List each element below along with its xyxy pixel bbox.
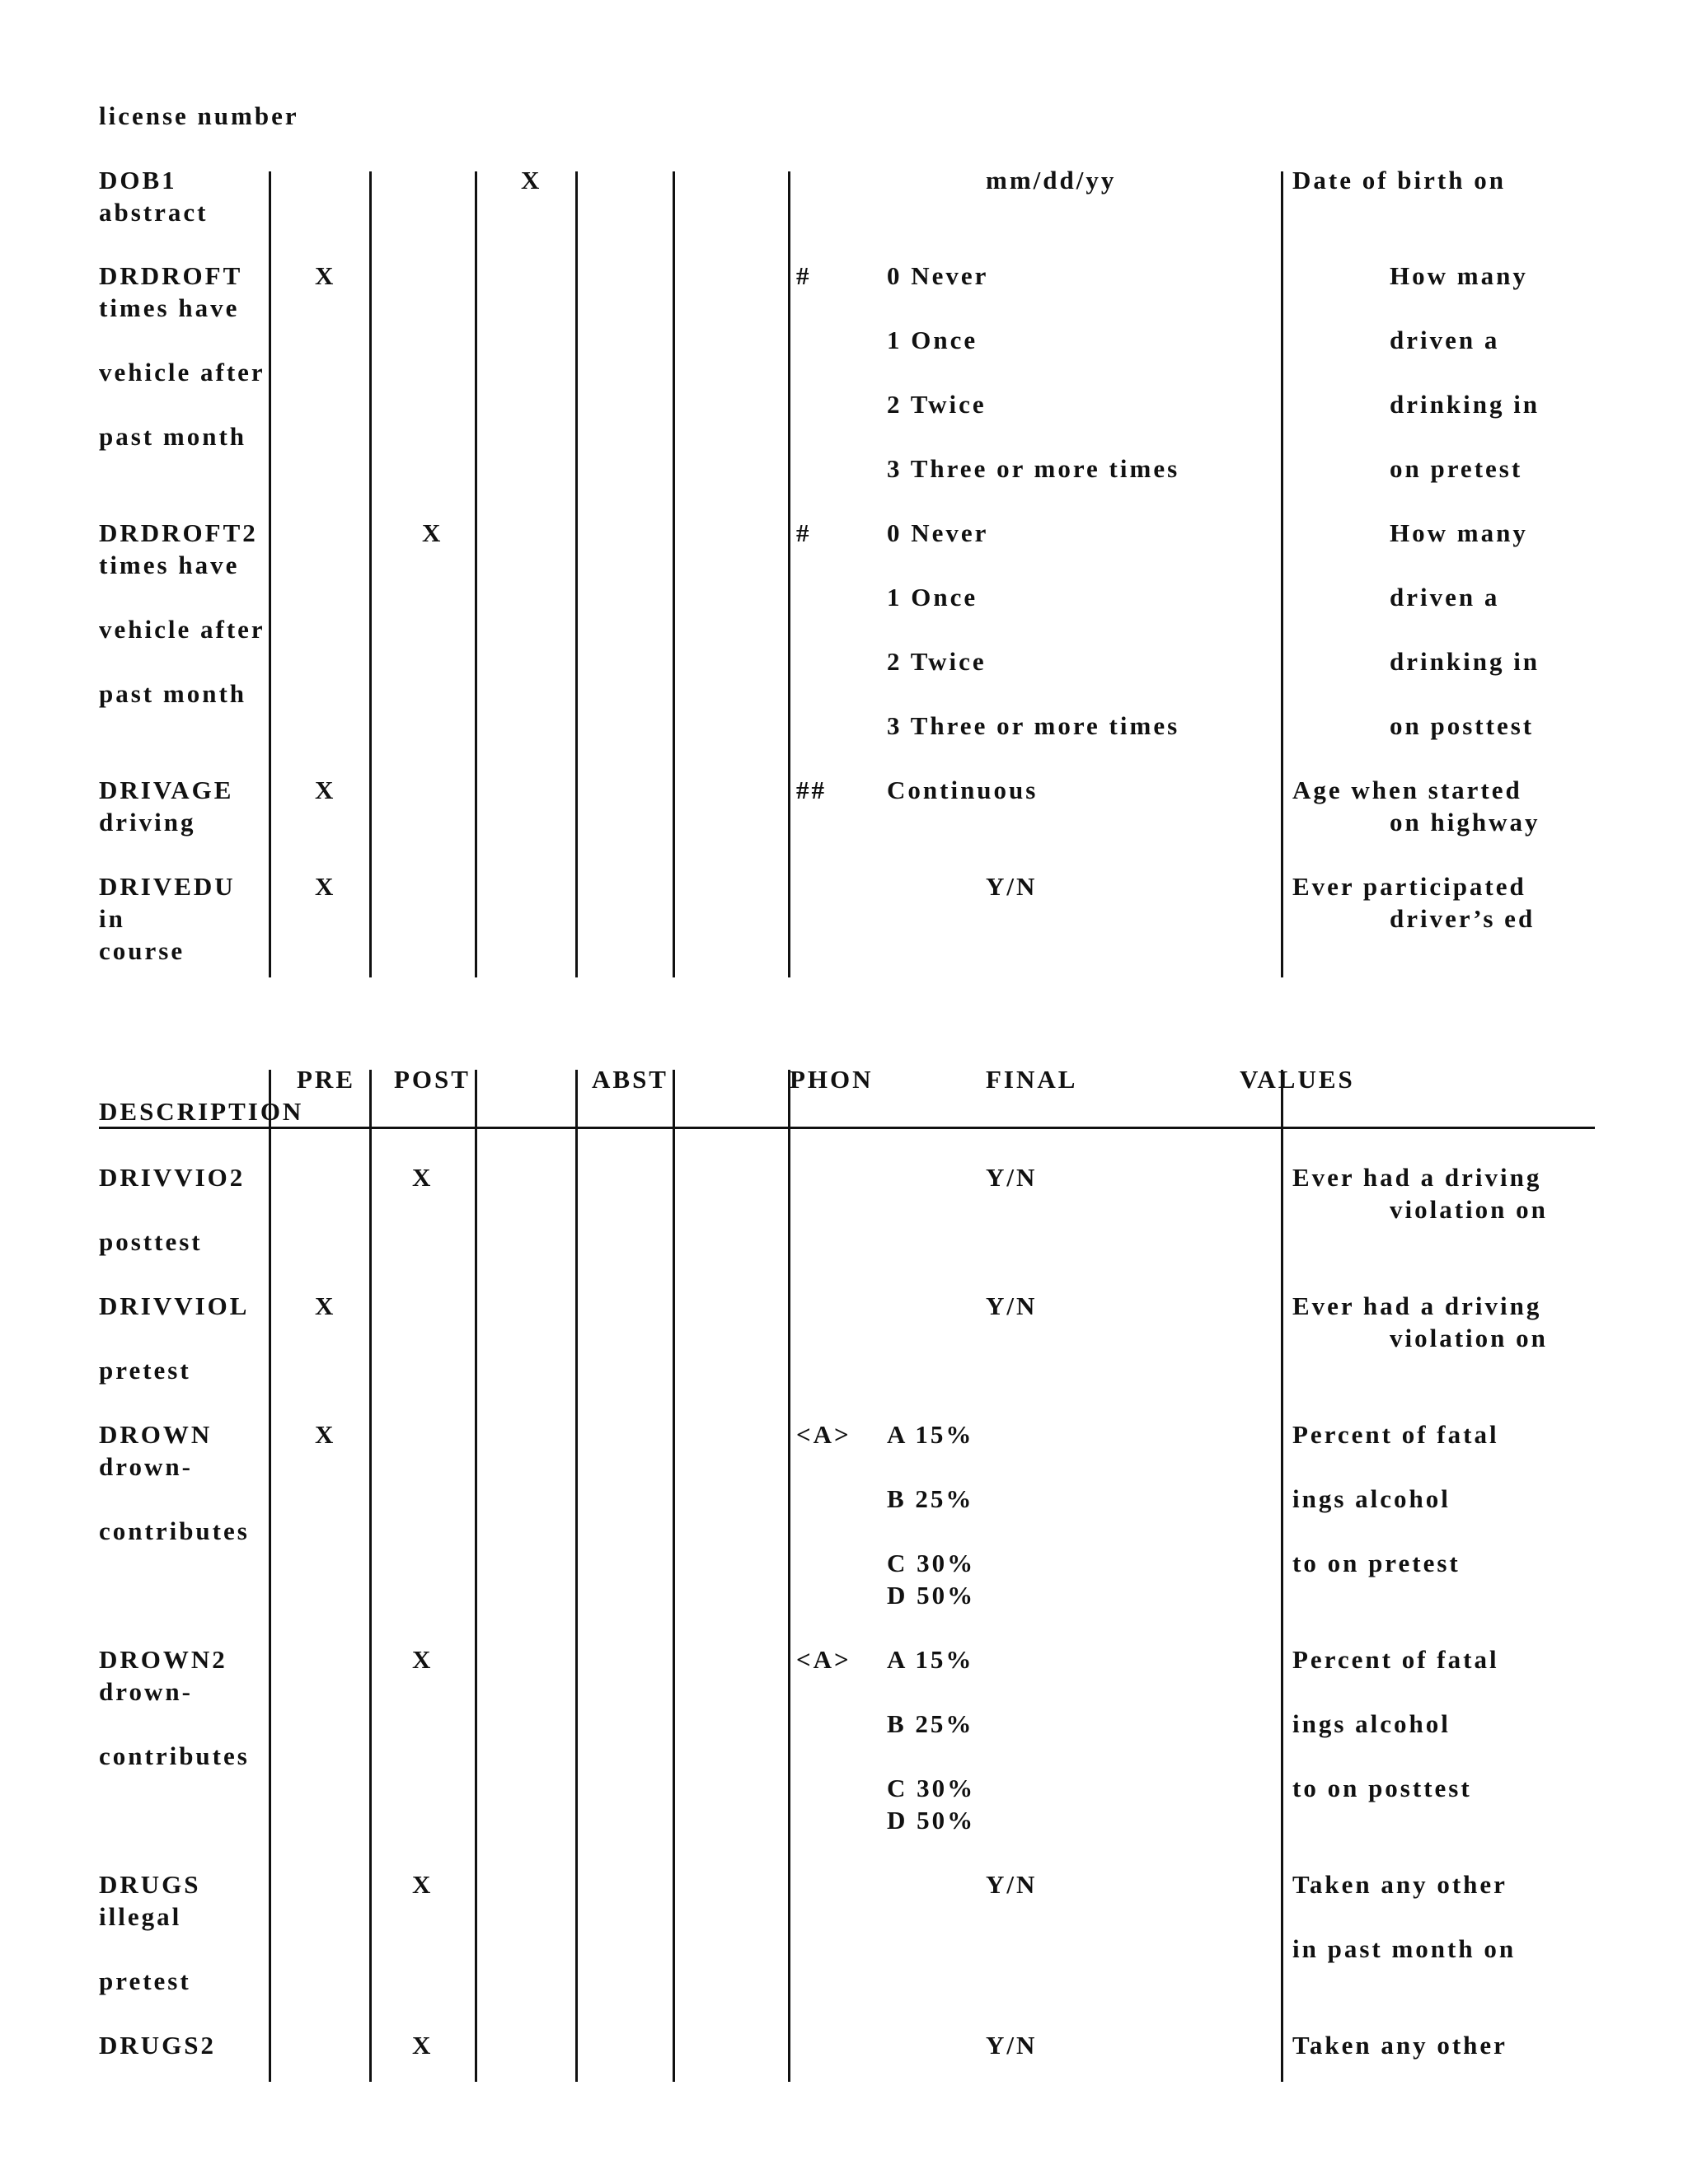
pre-mark: X bbox=[315, 776, 336, 804]
value-option: 2 Twice bbox=[887, 647, 987, 676]
pre-mark: X bbox=[315, 872, 336, 901]
value-option: 3 Three or more times bbox=[887, 711, 1180, 740]
description-line: driver’s ed bbox=[1390, 904, 1536, 933]
description-line: to on posttest bbox=[1292, 1774, 1472, 1802]
description-line: Date of birth on bbox=[1292, 166, 1506, 194]
description-line: Ever participated bbox=[1292, 872, 1526, 901]
column-rule-3b bbox=[475, 1070, 477, 2082]
column-rule-5 bbox=[673, 171, 675, 977]
column-rule-7b bbox=[1281, 1070, 1283, 2082]
value-option: D 50% bbox=[887, 1581, 976, 1610]
post-mark: X bbox=[422, 518, 443, 547]
description-line: on posttest bbox=[1390, 711, 1535, 740]
var-name-drivvio2: DRIVVIO2 bbox=[99, 1163, 246, 1192]
final-value: Y/N bbox=[986, 2031, 1038, 2060]
description-line: in past month on bbox=[1292, 1934, 1517, 1963]
value-option: Continuous bbox=[887, 776, 1039, 804]
var-name-drivage: DRIVAGE bbox=[99, 776, 234, 804]
value-option: A 15% bbox=[887, 1645, 974, 1674]
description-line: Ever had a driving bbox=[1292, 1163, 1542, 1192]
description-line: Percent of fatal bbox=[1292, 1420, 1499, 1449]
value-option: 0 Never bbox=[887, 518, 989, 547]
column-rule-1 bbox=[269, 171, 271, 977]
value-code: <A> bbox=[796, 1420, 851, 1449]
var-name-cont: times have bbox=[99, 551, 240, 579]
post-mark: X bbox=[412, 1163, 434, 1192]
value-option: 1 Once bbox=[887, 326, 978, 354]
column-rule-5b bbox=[673, 1070, 675, 2082]
value-option: 0 Never bbox=[887, 261, 989, 290]
value-code: <A> bbox=[796, 1645, 851, 1674]
description-line: Age when started bbox=[1292, 776, 1522, 804]
final-value: mm/dd/yy bbox=[986, 166, 1117, 194]
description-line: ings alcohol bbox=[1292, 1709, 1451, 1738]
pre-mark: X bbox=[315, 1291, 336, 1320]
var-name-cont: pretest bbox=[99, 1966, 191, 1995]
var-name-cont: vehicle after bbox=[99, 615, 265, 644]
var-name-cont: past month bbox=[99, 422, 247, 451]
column-rule-6b bbox=[788, 1070, 790, 2082]
var-name-drdroft2: DRDROFT2 bbox=[99, 518, 258, 547]
header-abst: ABST bbox=[592, 1065, 668, 1094]
var-name-cont: contributes bbox=[99, 1516, 250, 1545]
column-rule-4 bbox=[575, 171, 578, 977]
pre-mark: X bbox=[315, 1420, 336, 1449]
var-name-cont: vehicle after bbox=[99, 358, 265, 387]
var-name-drugs: DRUGS bbox=[99, 1870, 201, 1899]
description-line: to on pretest bbox=[1292, 1549, 1461, 1577]
description-line: driven a bbox=[1390, 326, 1500, 354]
var-name-drivviol: DRIVVIOL bbox=[99, 1291, 250, 1320]
var-name-cont: course bbox=[99, 936, 185, 965]
description-line: Taken any other bbox=[1292, 2031, 1507, 2060]
header-final: FINAL bbox=[986, 1065, 1078, 1094]
value-code: # bbox=[796, 261, 812, 290]
var-name-drown: DROWN bbox=[99, 1420, 213, 1449]
value-option: D 50% bbox=[887, 1806, 976, 1835]
var-name-cont: pretest bbox=[99, 1356, 191, 1385]
description-line: drinking in bbox=[1390, 390, 1540, 419]
value-option: C 30% bbox=[887, 1774, 976, 1802]
description-line: Taken any other bbox=[1292, 1870, 1507, 1899]
description-line: on pretest bbox=[1390, 454, 1523, 483]
final-value: Y/N bbox=[986, 1870, 1038, 1899]
post-mark: X bbox=[412, 1870, 434, 1899]
description-line: Ever had a driving bbox=[1292, 1291, 1542, 1320]
var-name-cont: illegal bbox=[99, 1902, 182, 1931]
var-name-cont: contributes bbox=[99, 1741, 250, 1770]
value-code: # bbox=[796, 518, 812, 547]
var-name-cont: drown- bbox=[99, 1677, 193, 1706]
var-name-drdroft: DRDROFT bbox=[99, 261, 243, 290]
var-name-cont: abstract bbox=[99, 198, 209, 227]
pre-mark: X bbox=[315, 261, 336, 290]
var-name-cont: times have bbox=[99, 293, 240, 322]
value-option: C 30% bbox=[887, 1549, 976, 1577]
var-name-dob1: DOB1 bbox=[99, 166, 177, 194]
column-rule-7 bbox=[1281, 171, 1283, 977]
post-mark: X bbox=[412, 2031, 434, 2060]
column-rule-2 bbox=[369, 171, 372, 977]
header-description: DESCRIPTION bbox=[99, 1097, 304, 1126]
top-fragment-text: license number bbox=[99, 101, 299, 130]
header-post: POST bbox=[394, 1065, 471, 1094]
var-name-cont: posttest bbox=[99, 1227, 203, 1256]
description-line: Percent of fatal bbox=[1292, 1645, 1499, 1674]
value-option: 1 Once bbox=[887, 583, 978, 612]
column-rule-2b bbox=[369, 1070, 372, 2082]
column-rule-3 bbox=[475, 171, 477, 977]
post-mark: X bbox=[412, 1645, 434, 1674]
final-value: Y/N bbox=[986, 1291, 1038, 1320]
final-value: Y/N bbox=[986, 1163, 1038, 1192]
description-line: violation on bbox=[1390, 1195, 1548, 1224]
description-line: driven a bbox=[1390, 583, 1500, 612]
value-option: 3 Three or more times bbox=[887, 454, 1180, 483]
value-option: A 15% bbox=[887, 1420, 974, 1449]
var-name-drown2: DROWN2 bbox=[99, 1645, 227, 1674]
var-name-cont: driving bbox=[99, 808, 196, 837]
var-name-drivedu: DRIVEDU bbox=[99, 872, 236, 901]
final-value: Y/N bbox=[986, 872, 1038, 901]
var-name-cont: in bbox=[99, 904, 125, 933]
value-option: B 25% bbox=[887, 1484, 974, 1513]
header-pre: PRE bbox=[297, 1065, 355, 1094]
description-line: How many bbox=[1390, 261, 1528, 290]
description-line: violation on bbox=[1390, 1324, 1548, 1352]
var-name-cont: drown- bbox=[99, 1452, 193, 1481]
column-rule-4b bbox=[575, 1070, 578, 2082]
value-option: 2 Twice bbox=[887, 390, 987, 419]
header-values: VALUES bbox=[1240, 1065, 1355, 1094]
description-line: on highway bbox=[1390, 808, 1540, 837]
value-code: ## bbox=[796, 776, 827, 804]
column-rule-6 bbox=[788, 171, 790, 977]
var-name-drugs2: DRUGS2 bbox=[99, 2031, 217, 2060]
var-name-cont: past month bbox=[99, 679, 247, 708]
header-underline bbox=[99, 1127, 1595, 1129]
description-line: drinking in bbox=[1390, 647, 1540, 676]
description-line: ings alcohol bbox=[1292, 1484, 1451, 1513]
header-phon: PHON bbox=[790, 1065, 874, 1094]
column-rule-1b bbox=[269, 1070, 271, 2082]
value-option: B 25% bbox=[887, 1709, 974, 1738]
abst-mark: X bbox=[521, 166, 542, 194]
description-line: How many bbox=[1390, 518, 1528, 547]
